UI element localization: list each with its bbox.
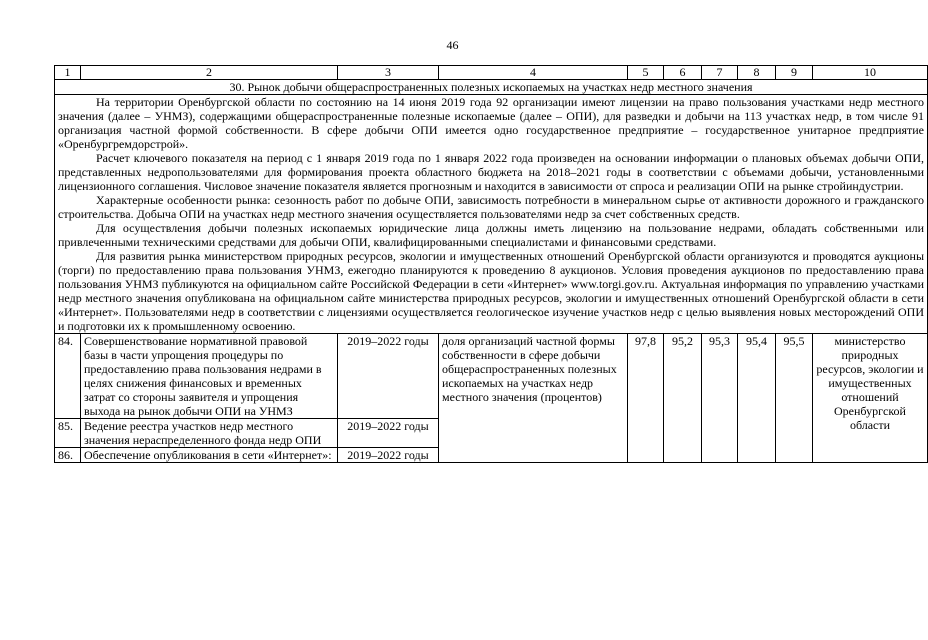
row-number: 86. <box>55 448 81 463</box>
measure-cell: Обеспечение опубликования в сети «Интернет»: <box>81 448 338 463</box>
section-row <box>55 80 928 95</box>
paragraph: Для развития рынка министерством природных ресурсов, экологии и имущественных отношений Оренбургской области организуются и проводятся аукционы (торги) по предоставлению права пользования УНМЗ, ежегодно планируются к проведению 8 аукционов. Условия проведения аукционов по предоставлению права пользования УНМЗ публикуются на официальном сайте Российской Федерации в сети «Интернет» www.torgi.gov.ru. Актуальная информация по управлению участками недр местного значения опубликована на официальном сайте министерства природных ресурсов, экологии и имущественных отношений Оренбургской области в сети «Интернет». Пользователями недр в соответствии с лицензиями осуществляется геологическое изучение участков недр с целью выявления новых месторождений ОПИ и подготовки их к промышленному освоению. <box>58 249 924 333</box>
measures-table <box>54 65 928 463</box>
row-number: 85. <box>55 419 81 448</box>
value-cell: 95,4 <box>738 334 776 463</box>
paragraph: На территории Оренбургской области по состоянию на 14 июня 2019 года 92 организации имеют лицензии на право пользования участками недр местного значения (далее – УНМЗ), содержащими общераспространенные полезные ископаемые (далее – ОПИ), для разведки и добычи на 113 участках недр, в том числе 91 организация частной формой собственности. В сфере добычи ОПИ имеется одно государственное предприятие – государственное унитарное предприятие «Оренбургремдорстрой». <box>58 95 924 151</box>
header-cell: 5 <box>628 66 664 80</box>
value-cell: 97,8 <box>628 334 664 463</box>
header-cell: 2 <box>81 66 338 80</box>
paragraph: Расчет ключевого показателя на период с 1 января 2019 года по 1 января 2022 года произведен на основании информации о плановых объемах добычи ОПИ, представленных недропользователями для формирования проекта областного бюджета на 2018–2021 годы в соответствии с объемами добычи, установленными лицензионного соглашения. Числовое значение показателя является прогнозным и находится в зависимости от спроса и реализации ОПИ на рынке стройиндустрии. <box>58 151 924 193</box>
header-row <box>55 66 928 80</box>
header-cell: 6 <box>664 66 702 80</box>
responsible-cell: министерство природных ресурсов, экологии и имущественных отношений Оренбургской области <box>813 334 928 463</box>
indicator-cell: доля организаций частной формы собственности в сфере добычи общераспространенных полезных ископаемых на участках недр местного значения (процентов) <box>439 334 628 463</box>
period-cell: 2019–2022 годы <box>338 448 439 463</box>
measure-cell: Совершенствование нормативной правовой базы в части упрощения процедуры по предоставлению права пользования недрами в целях снижения финансовых и временных затрат со стороны заявителя и упрощения выхода на рынок добычи ОПИ на УНМЗ <box>81 334 338 419</box>
header-cell: 4 <box>439 66 628 80</box>
header-cell: 7 <box>702 66 738 80</box>
section-title: 30. Рынок добычи общераспространенных полезных ископаемых на участках недр местного значения <box>55 80 928 95</box>
header-cell: 9 <box>776 66 813 80</box>
period-cell: 2019–2022 годы <box>338 419 439 448</box>
measure-cell: Ведение реестра участков недр местного значения нераспределенного фонда недр ОПИ <box>81 419 338 448</box>
value-cell: 95,2 <box>664 334 702 463</box>
page-number: 46 <box>446 38 459 52</box>
header-cell: 10 <box>813 66 928 80</box>
row-number: 84. <box>55 334 81 419</box>
period-cell: 2019–2022 годы <box>338 334 439 419</box>
value-cell: 95,5 <box>776 334 813 463</box>
paragraph: Характерные особенности рынка: сезонность работ по добыче ОПИ, зависимость потребности в минеральном сырье от активности дорожного и гражданского строительства. Добыча ОПИ на участках недр местного значения осуществляется пользователями недр за счет собственных средств. <box>58 193 924 221</box>
header-cell: 1 <box>55 66 81 80</box>
table-row <box>55 334 928 419</box>
section-narrative <box>55 95 928 334</box>
header-cell: 8 <box>738 66 776 80</box>
value-cell: 95,3 <box>702 334 738 463</box>
narrative-row <box>55 95 928 334</box>
header-cell: 3 <box>338 66 439 80</box>
paragraph: Для осуществления добычи полезных ископаемых юридические лица должны иметь лицензию на пользование недрами, обладать собственными или привлеченными техническими средствами для добычи ОПИ, квалифицированными специалистами и финансовыми средствами. <box>58 221 924 249</box>
